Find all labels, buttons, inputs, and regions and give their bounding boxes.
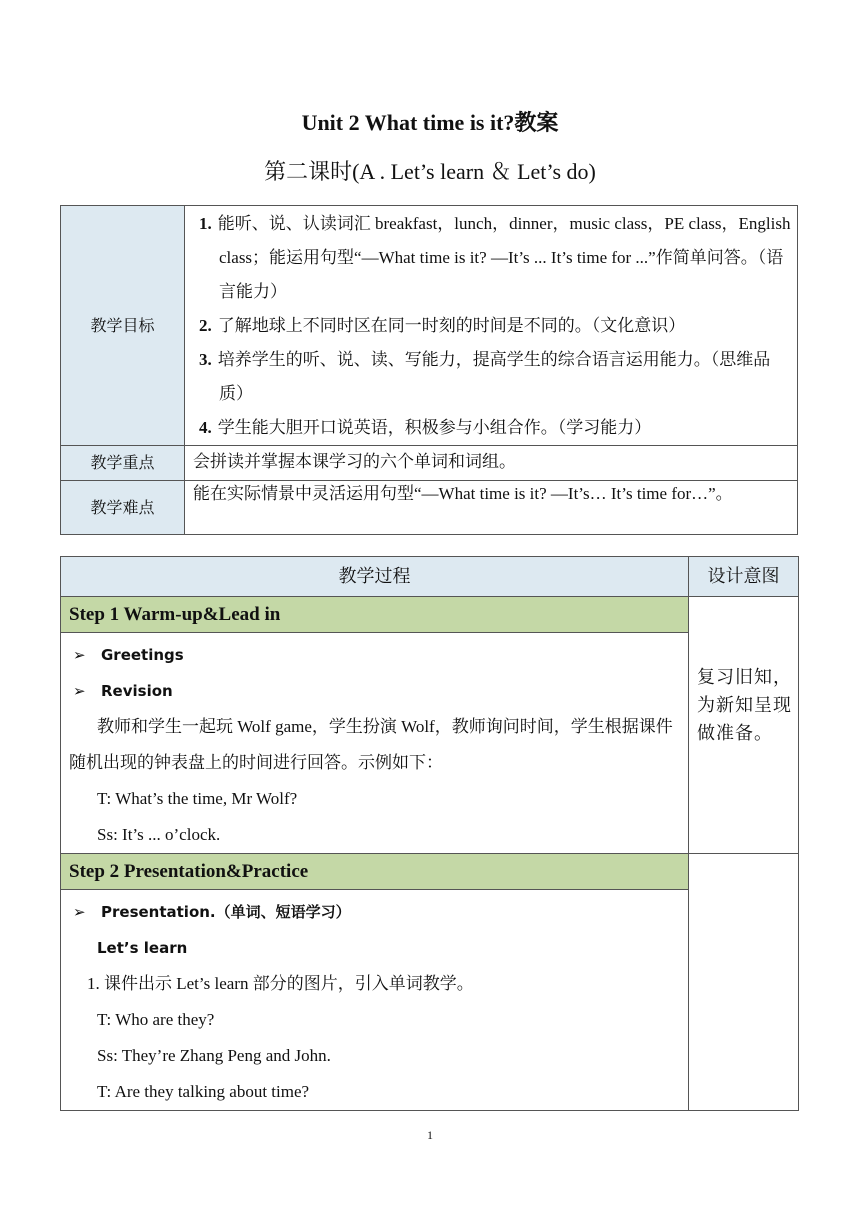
step2-title: Step 2 Presentation&Practice xyxy=(61,854,689,890)
step1-paragraph: 教师和学生一起玩 Wolf game，学生扮演 Wolf，教师询问时间，学生根据课件随机出现的钟表盘上的时间进行回答。示例如下： xyxy=(69,717,673,772)
goals-content xyxy=(185,206,798,446)
goal-item-1: 1. 能听、说、认读词汇 breakfast，lunch，dinner，music class，PE class，English class；能运用句型“—What time is it? —It’s ... It’s time for ...”作简单问答。（语言能力） xyxy=(199,214,791,301)
step1-content xyxy=(61,633,689,854)
document-title: Unit 2 What time is it?教案 xyxy=(301,110,559,135)
difficulties-text: 能在实际情景中灵活运用句型“—What time is it? —It’s… It’s time for…”。 xyxy=(185,481,798,535)
page-number: 1 xyxy=(427,1128,433,1142)
arrow-bullet-icon: ➢ xyxy=(73,682,86,700)
dialog-line: Ss: They’re Zhang Peng and John. xyxy=(97,1046,331,1065)
step2-content xyxy=(61,890,689,1111)
bullet-revision: ➢ Revision xyxy=(73,673,680,709)
intent-header: 设计意图 xyxy=(689,557,799,597)
process-table xyxy=(60,556,799,1111)
bullet-presentation: ➢ Presentation.（单词、短语学习） xyxy=(73,894,680,930)
goal-item-2: 2. 了解地球上不同时区在同一时刻的时间是不同的。（文化意识） xyxy=(199,316,686,335)
step1-intent: 复习旧知，为新知呈现做准备。 xyxy=(689,597,799,854)
goal-item-4: 4. 学生能大胆开口说英语，积极参与小组合作。（学习能力） xyxy=(199,418,652,437)
document-subtitle: 第二课时(A . Let’s learn ＆ Let’s do) xyxy=(264,159,596,184)
bullet-greetings: ➢ Greetings xyxy=(73,637,680,673)
dialog-line: T: Who are they? xyxy=(97,1010,215,1029)
process-header: 教学过程 xyxy=(61,557,689,597)
step2-item-1: 1. 课件出示 Let’s learn 部分的图片，引入单词教学。 xyxy=(87,974,474,993)
goal-item-3: 3. 培养学生的听、说、读、写能力，提高学生的综合语言运用能力。（思维品质） xyxy=(199,350,771,403)
key-points-text: 会拼读并掌握本课学习的六个单词和词组。 xyxy=(185,446,798,481)
arrow-bullet-icon: ➢ xyxy=(73,903,86,921)
dialog-line: Ss: It’s ... o’clock. xyxy=(97,825,221,844)
dialog-line: T: What’s the time, Mr Wolf? xyxy=(97,789,298,808)
objectives-table xyxy=(60,205,798,535)
difficulties-label: 教学难点 xyxy=(61,481,185,535)
lets-learn-label: Let’s learn xyxy=(97,939,188,957)
step1-title: Step 1 Warm-up&Lead in xyxy=(61,597,689,633)
goals-label: 教学目标 xyxy=(61,206,185,446)
dialog-line: T: Are they talking about time? xyxy=(97,1082,310,1101)
arrow-bullet-icon: ➢ xyxy=(73,646,86,664)
step2-intent xyxy=(689,854,799,1111)
key-points-label: 教学重点 xyxy=(61,446,185,481)
